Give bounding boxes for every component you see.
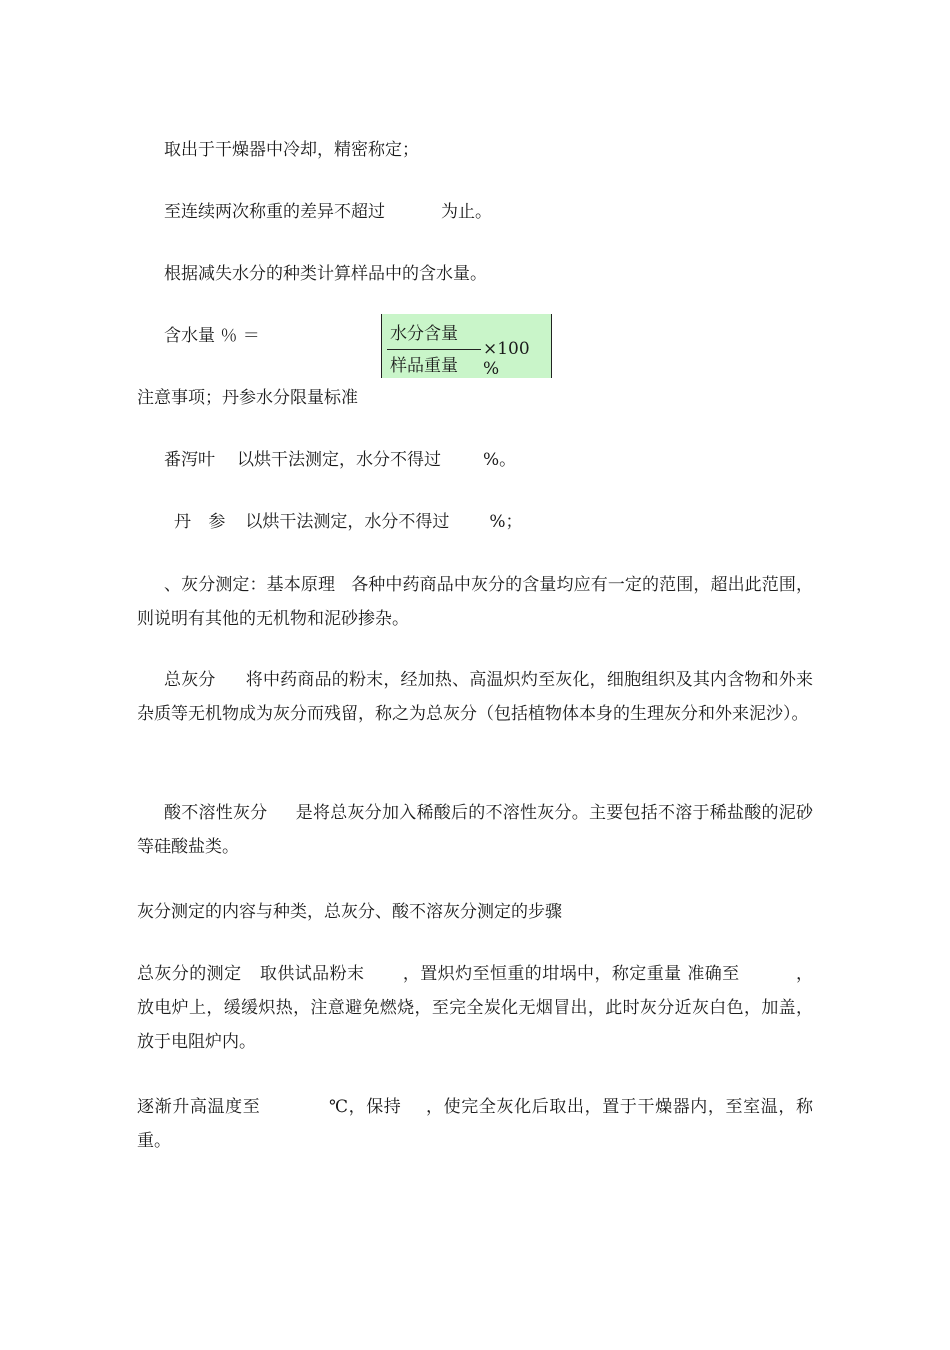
text-segment: 总灰分 xyxy=(164,670,216,690)
text-segment: 至连续两次称重的差异不超过 xyxy=(164,202,385,222)
text-segment: 丹 参 xyxy=(174,512,232,532)
text-segment: 番泻叶 xyxy=(164,450,215,470)
text-line: 根据减失水分的种类计算样品中的含水量。 xyxy=(164,264,487,284)
text-segment: ，使完全灰化后取出，置于干燥器内，至室温，称重。 xyxy=(137,1097,814,1151)
section-heading: 灰分测定的内容与种类，总灰分、酸不溶灰分测定的步骤 xyxy=(137,902,562,922)
formula-multiplier: ×100 % xyxy=(483,339,530,379)
paragraph xyxy=(137,796,813,864)
formula-denominator: 样品重量 xyxy=(390,356,458,376)
formula-numerator: 水分含量 xyxy=(390,324,458,344)
text-segment: 各种中药商品中灰分的含量均应有一定的范围，超出此范围，则说明有其他的无机物和泥砂掺杂。 xyxy=(137,575,814,629)
text-line xyxy=(164,202,492,222)
paragraph xyxy=(137,957,813,1059)
paragraph xyxy=(137,663,813,731)
text-segment: 将中药商品的粉末，经加热、高温炽灼至灰化，细胞组织及其内含物和外来杂质等无机物成为灰分而残留，称之为总灰分（包括植物体本身的生理灰分和外来泥沙）。 xyxy=(137,670,814,724)
text-segment: 为止。 xyxy=(441,202,492,222)
text-segment: 酸不溶性灰分 xyxy=(164,803,268,823)
text-segment: ，置炽灼至恒重的坩埚中，称定重量 准确至 xyxy=(402,964,740,984)
text-segment: ℃，保持 xyxy=(328,1097,402,1117)
text-line: 取出于干燥器中冷却，精密称定； xyxy=(164,140,419,160)
text-segment: 、灰分测定：基本原理 xyxy=(164,575,336,595)
paragraph xyxy=(137,568,813,636)
paragraph xyxy=(137,1090,813,1158)
text-segment: 逐渐升高温度至 xyxy=(137,1097,261,1117)
text-segment: 取供试品粉末 xyxy=(259,964,365,984)
text-line xyxy=(164,450,516,470)
text-segment: %。 xyxy=(483,450,517,470)
formula-box xyxy=(381,314,552,378)
text-segment: ，放电炉上，缓缓炽热，注意避免燃烧，至完全炭化无烟冒出，此时灰分近灰白色，加盖，放于电阻炉内。 xyxy=(137,964,814,1052)
formula-label: 含水量 ％ ＝ xyxy=(164,326,260,346)
text-segment: 以烘干法测定，水分不得过 xyxy=(237,450,441,470)
text-segment: 以烘干法测定，水分不得过 xyxy=(245,512,450,532)
fraction-bar xyxy=(387,349,481,350)
text-line xyxy=(174,512,523,532)
section-heading: 注意事项；丹参水分限量标准 xyxy=(137,388,358,408)
text-segment: 总灰分的测定 xyxy=(137,964,242,984)
text-segment: %； xyxy=(489,512,523,532)
text-segment: 是将总灰分加入稀酸后的不溶性灰分。主要包括不溶于稀盐酸的泥砂等硅酸盐类。 xyxy=(137,803,813,857)
